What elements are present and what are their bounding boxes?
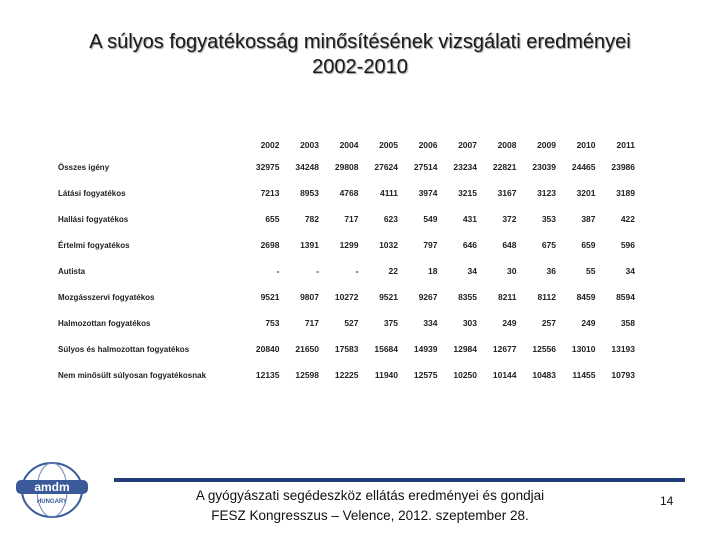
- table-cell: 659: [581, 240, 596, 250]
- table-cell: 27514: [413, 162, 438, 172]
- table-cell: 34: [625, 266, 635, 276]
- logo-wordmark: amdm: [34, 480, 70, 494]
- table-cell: 422: [620, 214, 635, 224]
- table-cell: -: [355, 266, 359, 276]
- table-cell: 13193: [611, 344, 635, 354]
- footer-divider: [114, 478, 685, 482]
- table-cell: 4111: [380, 188, 398, 198]
- table-cell: 34: [467, 266, 477, 276]
- table-cell: 21650: [295, 344, 319, 354]
- table-cell: 10272: [334, 292, 359, 302]
- table-cell: 10793: [611, 370, 635, 380]
- table-cell: 717: [344, 214, 359, 224]
- amdm-hungary-logo: [12, 458, 92, 522]
- table-cell: 353: [541, 214, 556, 224]
- row-label: Látási fogyatékos: [58, 188, 126, 198]
- table-cell: 12556: [532, 344, 556, 354]
- table-cell: 797: [423, 240, 438, 250]
- row-label: Nem minősült súlyosan fogyatékosnak: [58, 370, 207, 380]
- logo-subtext: HUNGARY: [36, 499, 68, 505]
- table-cell: 29808: [334, 162, 359, 172]
- table-cell: 655: [265, 214, 280, 224]
- table-cell: 8459: [576, 292, 596, 302]
- year-header-row: [58, 136, 639, 154]
- table-cell: 12225: [334, 370, 359, 380]
- table-cell: 18: [428, 266, 438, 276]
- table-cell: 717: [304, 318, 319, 328]
- table-cell: 3215: [458, 188, 477, 198]
- table-cell: 11940: [374, 370, 398, 380]
- table-cell: 15684: [374, 344, 398, 354]
- table-cell: 12677: [492, 344, 517, 354]
- slide-footer: [160, 486, 580, 526]
- table-cell: 12575: [413, 370, 438, 380]
- table-cell: 623: [383, 214, 398, 224]
- table-cell: 10483: [532, 370, 556, 380]
- title-line-1: A súlyos fogyatékosság minősítésének vizsgálati eredményei: [89, 31, 631, 53]
- table-cell: 549: [423, 214, 438, 224]
- table-row: [58, 336, 639, 362]
- footer-line-2: FESZ Kongresszus – Velence, 2012. szeptember 28.: [211, 508, 529, 523]
- table-row: [58, 154, 639, 180]
- table-cell: 4768: [339, 188, 359, 198]
- table-cell: 8594: [616, 292, 635, 302]
- year-header: 2010: [576, 140, 596, 150]
- table-cell: 8355: [458, 292, 477, 302]
- table-cell: 1299: [339, 240, 359, 250]
- table-cell: 10250: [453, 370, 477, 380]
- row-label: Értelmi fogyatékos: [58, 240, 130, 250]
- table-row: [58, 206, 639, 232]
- table-cell: -: [276, 266, 280, 276]
- table-row: [58, 232, 639, 258]
- table-cell: 9807: [300, 292, 319, 302]
- row-label: Hallási fogyatékos: [58, 214, 129, 224]
- table-cell: 527: [344, 318, 359, 328]
- year-header: 2002: [260, 140, 280, 150]
- table-cell: 249: [581, 318, 596, 328]
- year-header: 2004: [339, 140, 359, 150]
- results-table-body: [58, 154, 639, 388]
- year-header: 2003: [300, 140, 319, 150]
- table-cell: 8112: [537, 292, 556, 302]
- table-cell: 3123: [537, 188, 556, 198]
- table-cell: 675: [541, 240, 556, 250]
- table-cell: 7213: [260, 188, 280, 198]
- row-label: Összes igény: [58, 162, 110, 172]
- table-cell: 387: [581, 214, 596, 224]
- results-table: [58, 136, 639, 388]
- row-label: Súlyos és halmozottan fogyatékos: [58, 344, 190, 354]
- table-cell: 375: [383, 318, 398, 328]
- table-cell: 23234: [453, 162, 477, 172]
- table-cell: 1032: [379, 240, 398, 250]
- table-cell: 1391: [300, 240, 319, 250]
- table-cell: 12984: [453, 344, 477, 354]
- table-cell: 753: [265, 318, 280, 328]
- table-cell: 3201: [576, 188, 596, 198]
- row-label: Halmozottan fogyatékos: [58, 318, 151, 328]
- table-cell: 23039: [532, 162, 556, 172]
- table-cell: 303: [462, 318, 477, 328]
- table-cell: 10144: [492, 370, 517, 380]
- table-cell: 32975: [255, 162, 280, 172]
- table-row: [58, 258, 639, 284]
- table-cell: 334: [423, 318, 438, 328]
- table-cell: 782: [304, 214, 319, 224]
- corner-cell: [58, 136, 244, 154]
- table-cell: 30: [507, 266, 517, 276]
- footer-line-1: A gyógyászati segédeszköz ellátás eredményei és gondjai: [195, 488, 545, 503]
- table-cell: 55: [586, 266, 596, 276]
- table-cell: 20840: [255, 344, 280, 354]
- table-cell: 3974: [418, 188, 438, 198]
- title-line-2: 2002-2010: [312, 56, 408, 78]
- table-cell: 9521: [379, 292, 398, 302]
- table-cell: 17583: [334, 344, 359, 354]
- year-header: 2007: [458, 140, 477, 150]
- table-cell: 2698: [260, 240, 280, 250]
- table-cell: 9267: [418, 292, 438, 302]
- table-cell: 646: [462, 240, 477, 250]
- year-header: 2005: [379, 140, 398, 150]
- table-cell: 36: [546, 266, 556, 276]
- table-row: [58, 180, 639, 206]
- table-cell: 249: [502, 318, 517, 328]
- table-cell: 22: [388, 266, 398, 276]
- table-cell: -: [316, 266, 319, 276]
- row-label: Mozgásszervi fogyatékos: [58, 292, 155, 302]
- table-cell: 14939: [413, 344, 438, 354]
- table-cell: 9521: [260, 292, 280, 302]
- table-cell: 257: [541, 318, 556, 328]
- table-cell: 34248: [295, 162, 319, 172]
- year-header: 2008: [497, 140, 517, 150]
- table-cell: 8953: [300, 188, 319, 198]
- table-row: [58, 284, 639, 310]
- table-cell: 648: [502, 240, 517, 250]
- table-cell: 23986: [611, 162, 635, 172]
- table-cell: 11455: [572, 370, 596, 380]
- page-number: 14: [660, 494, 674, 508]
- year-header: 2011: [616, 140, 635, 150]
- table-cell: 24465: [571, 162, 596, 172]
- year-header: 2009: [537, 140, 556, 150]
- slide-title: [40, 30, 680, 80]
- table-cell: 3189: [616, 188, 635, 198]
- row-label: Autista: [58, 266, 86, 276]
- table-cell: 3167: [497, 188, 517, 198]
- table-cell: 8211: [498, 292, 517, 302]
- table-cell: 13010: [571, 344, 596, 354]
- table-cell: 12598: [295, 370, 319, 380]
- table-cell: 27624: [374, 162, 398, 172]
- table-cell: 22821: [492, 162, 517, 172]
- table-cell: 431: [462, 214, 477, 224]
- table-row: [58, 310, 639, 336]
- table-cell: 358: [620, 318, 635, 328]
- table-cell: 596: [620, 240, 635, 250]
- table-cell: 12135: [255, 370, 280, 380]
- table-cell: 372: [502, 214, 517, 224]
- year-header: 2006: [418, 140, 438, 150]
- table-row: [58, 362, 639, 388]
